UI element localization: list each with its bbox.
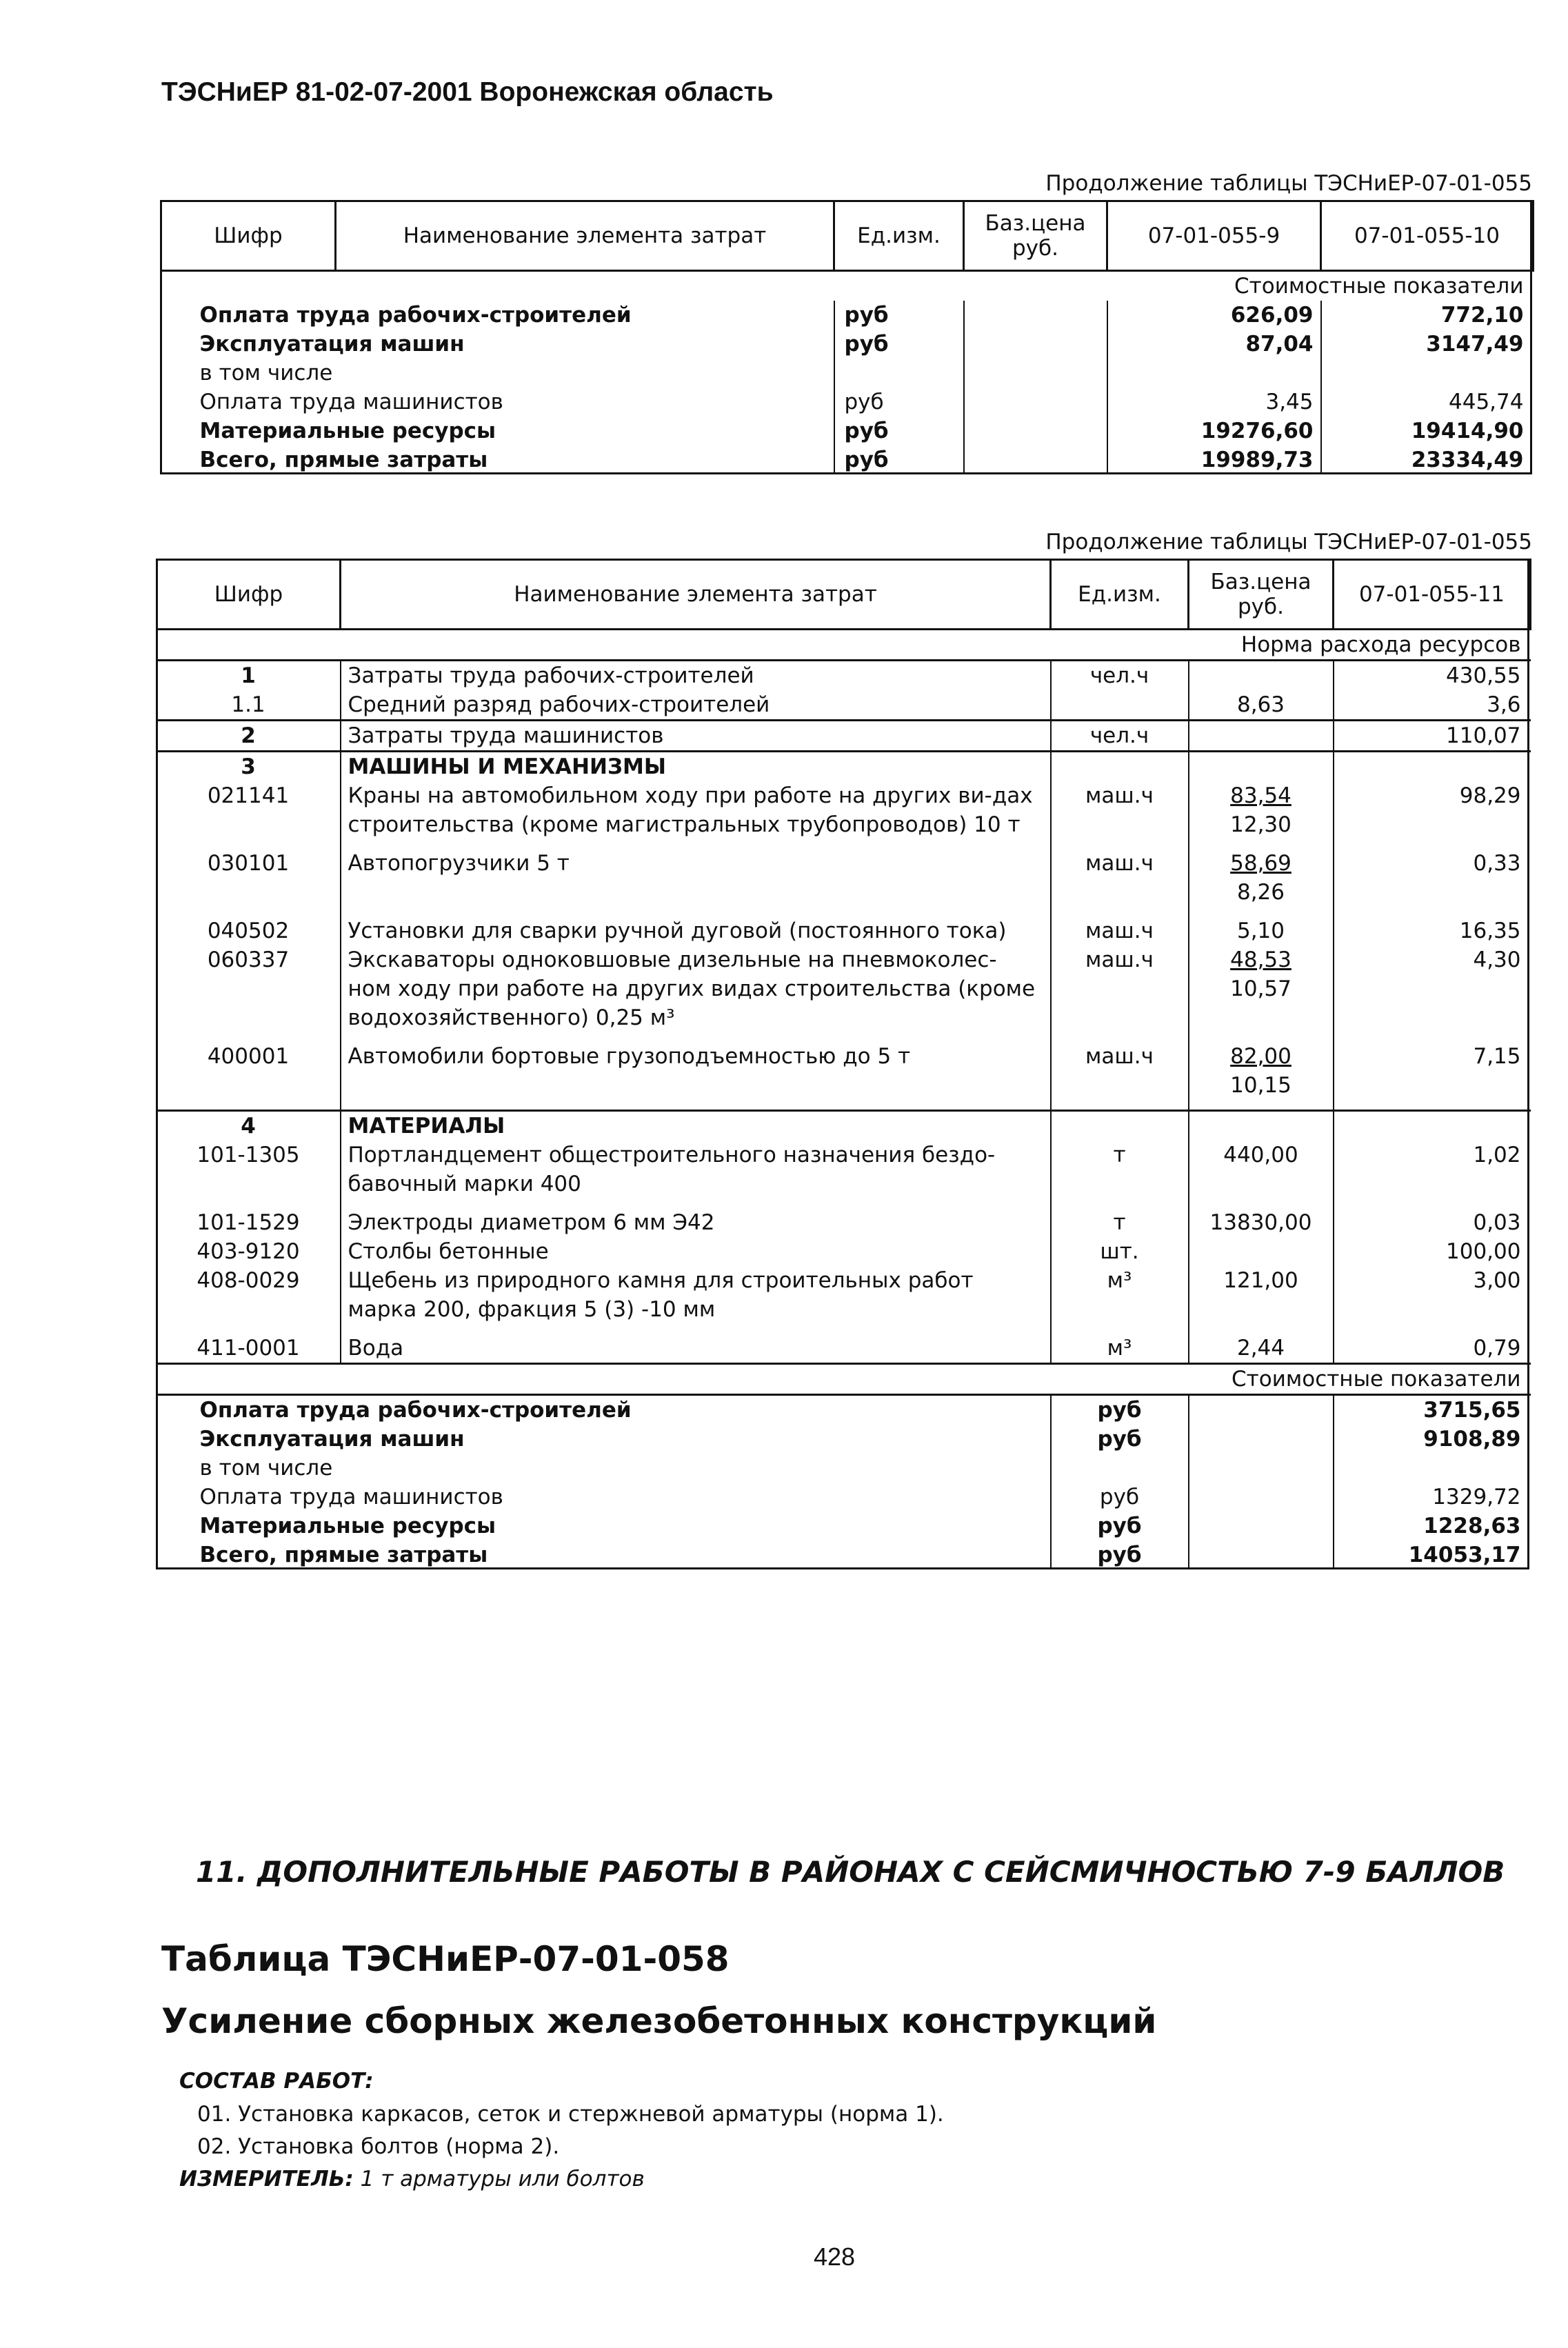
resource-code: 1	[157, 661, 341, 691]
resource-unit	[1051, 752, 1189, 782]
spacer-cell	[341, 1100, 1051, 1111]
page-header: ТЭСНиЕР 81-02-07-2001 Воронежская область	[161, 77, 774, 107]
price-value: 8,63	[1236, 692, 1285, 717]
resource-code: 101-1529	[197, 1210, 300, 1235]
price-machinist: 8,26	[1236, 880, 1285, 905]
work-item-1: 01. Установка каркасов, сеток и стержневой арматуры (норма 1).	[197, 2102, 944, 2127]
cost-name: Всего, прямые затраты	[199, 448, 488, 472]
resource-row	[157, 661, 1531, 691]
section-label: Стоимостные показатели	[1107, 271, 1534, 301]
resource-name: Автомобили бортовые грузоподъемностью до 5 т	[341, 1042, 1051, 1100]
price-cell	[1189, 1512, 1334, 1541]
col-header: Ед.изм.	[834, 201, 964, 271]
cost-value: 14053,17	[1334, 1541, 1531, 1569]
price-cell	[1189, 1334, 1334, 1364]
spacer-cell	[1334, 1032, 1531, 1042]
spacer-cell	[157, 839, 341, 849]
cost-value: 9108,89	[1334, 1425, 1531, 1454]
price-value: 82,00	[1230, 1044, 1291, 1069]
resource-norm: 3,6	[1334, 690, 1531, 721]
price-cell	[1189, 1237, 1334, 1266]
price-machinist: 10,57	[1230, 976, 1291, 1001]
row-spacer	[157, 907, 1531, 916]
spacer-cell	[157, 1032, 341, 1042]
price-cell	[1189, 1208, 1334, 1237]
price-cell	[1189, 661, 1334, 691]
price-value: 58,69	[1230, 851, 1291, 876]
resource-name: Средний разряд рабочих-строителей	[341, 690, 1051, 721]
resource-code: 400001	[207, 1044, 290, 1069]
table2-header-row	[157, 560, 1531, 630]
blank-cell	[157, 1364, 1189, 1395]
price-cell	[1189, 916, 1334, 945]
price-cell	[1189, 721, 1334, 752]
col-header: Ед.изм.	[1051, 560, 1189, 630]
cost-value: 3,45	[1107, 388, 1321, 417]
row-spacer	[157, 1324, 1531, 1334]
resource-code: 060337	[207, 947, 290, 972]
resource-code: 411-0001	[197, 1336, 300, 1361]
meter-value: 1 т арматуры или болтов	[360, 2167, 645, 2191]
resource-unit: т	[1051, 1208, 1189, 1237]
spacer-cell	[1189, 1100, 1334, 1111]
resource-name: Затраты труда машинистов	[341, 721, 1051, 752]
cost-unit: руб	[1051, 1541, 1189, 1569]
cost-row	[157, 1395, 1531, 1425]
resource-unit	[1051, 690, 1189, 721]
cost-unit: руб	[1051, 1512, 1189, 1541]
cost-name: Оплата труда машинистов	[199, 390, 503, 414]
cost-row	[161, 388, 1534, 417]
resource-name: Портландцемент общестроительного назначения бездо-бавочный марки 400	[341, 1141, 1051, 1198]
spacer-cell	[1334, 1100, 1531, 1111]
price-value: 83,54	[1230, 783, 1291, 808]
resource-norm: 0,33	[1334, 849, 1531, 907]
cost-value: 445,74	[1321, 388, 1534, 417]
resource-code: 021141	[207, 783, 290, 808]
resource-row	[157, 849, 1531, 907]
resource-row	[157, 781, 1531, 839]
spacer-cell	[1051, 1198, 1189, 1208]
meter-label: ИЗМЕРИТЕЛЬ:	[179, 2167, 354, 2191]
price-cell	[964, 359, 1107, 388]
resource-unit: чел.ч	[1051, 721, 1189, 752]
price-cell	[964, 301, 1107, 330]
table2-caption: Продолжение таблицы ТЭСНиЕР-07-01-055	[1045, 530, 1532, 554]
cost-name: Эксплуатация машин	[199, 332, 465, 357]
norm-label: Норма расхода ресурсов	[1189, 630, 1531, 661]
price-value: 121,00	[1223, 1268, 1298, 1293]
cost-unit: руб	[834, 417, 964, 445]
col-header: Наименование элемента затрат	[336, 201, 834, 271]
cost-value	[1321, 359, 1534, 388]
cost-value: 626,09	[1107, 301, 1321, 330]
price-cell	[1189, 849, 1334, 907]
resource-code: 3	[157, 752, 341, 782]
cost-unit: руб	[834, 330, 964, 359]
resource-code: 403-9120	[197, 1239, 300, 1264]
resource-row	[157, 1266, 1531, 1324]
spacer-cell	[1189, 907, 1334, 916]
resource-unit	[1051, 1111, 1189, 1141]
resource-unit: м³	[1051, 1334, 1189, 1364]
price-value: 5,10	[1236, 919, 1285, 943]
cost-name: Материальные ресурсы	[199, 1514, 496, 1538]
spacer-cell	[157, 1324, 341, 1334]
resource-name: Экскаваторы одноковшовые дизельные на пневмоколес-ном ходу при работе на других видах строительства (кроме водохозяйственного) 0,25 м³	[341, 945, 1051, 1032]
price-cell	[1189, 1042, 1334, 1100]
cost-value: 1228,63	[1334, 1512, 1531, 1541]
cost-row	[157, 1425, 1531, 1454]
resource-row	[157, 721, 1531, 752]
spacer-cell	[1051, 1032, 1189, 1042]
spacer-cell	[1334, 907, 1531, 916]
table-subtitle: Усиление сборных железобетонных конструкций	[161, 2001, 1157, 2041]
resource-name: МАШИНЫ И МЕХАНИЗМЫ	[341, 752, 1051, 782]
resource-name: Столбы бетонные	[341, 1237, 1051, 1266]
resource-unit: т	[1051, 1141, 1189, 1198]
cost-value: 87,04	[1107, 330, 1321, 359]
cost-value: 772,10	[1321, 301, 1534, 330]
work-item-2: 02. Установка болтов (норма 2).	[197, 2134, 560, 2159]
spacer-cell	[1334, 1324, 1531, 1334]
price-cell	[1189, 752, 1334, 782]
spacer-cell	[157, 1198, 341, 1208]
cost-unit: руб	[834, 301, 964, 330]
cost-value: 19276,60	[1107, 417, 1321, 445]
cost-row	[161, 417, 1534, 445]
price-cell	[1189, 1395, 1334, 1425]
table1-section-row	[161, 271, 1534, 301]
spacer-cell	[1334, 1198, 1531, 1208]
price-cell	[1189, 1266, 1334, 1324]
cost-value	[1107, 359, 1321, 388]
cost-row	[157, 1541, 1531, 1569]
cost-value: 23334,49	[1321, 445, 1534, 474]
resource-code: 030101	[207, 851, 290, 876]
cost-row	[161, 330, 1534, 359]
resource-row	[157, 1042, 1531, 1100]
cost-name: в том числе	[199, 361, 333, 385]
spacer-cell	[1189, 1032, 1334, 1042]
resource-norm	[1334, 1111, 1531, 1141]
resource-row	[157, 1111, 1531, 1141]
spacer-cell	[341, 839, 1051, 849]
spacer-cell	[1189, 1324, 1334, 1334]
resource-norm: 3,00	[1334, 1266, 1531, 1324]
spacer-cell	[341, 907, 1051, 916]
resource-unit: шт.	[1051, 1237, 1189, 1266]
spacer-cell	[1189, 839, 1334, 849]
resource-code: 4	[157, 1111, 341, 1141]
cost-unit: руб	[834, 445, 964, 474]
price-cell	[1189, 1541, 1334, 1569]
cost-name: Всего, прямые затраты	[199, 1543, 488, 1567]
cost-unit: руб	[1051, 1483, 1189, 1512]
resource-name: Краны на автомобильном ходу при работе на других ви-дах строительства (кроме магистральных трубопроводов) 10 т	[341, 781, 1051, 839]
resource-row	[157, 1334, 1531, 1364]
table1	[160, 200, 1534, 474]
resource-row	[157, 1208, 1531, 1237]
cost-unit: руб	[1051, 1425, 1189, 1454]
resource-row	[157, 690, 1531, 721]
price-cell	[964, 330, 1107, 359]
resource-unit: маш.ч	[1051, 945, 1189, 1032]
spacer-cell	[1051, 839, 1189, 849]
price-value: 13830,00	[1209, 1210, 1312, 1235]
cost-value	[1334, 1454, 1531, 1483]
cost-row	[157, 1512, 1531, 1541]
table1-caption: Продолжение таблицы ТЭСНиЕР-07-01-055	[1045, 171, 1532, 196]
table2-norm-row	[157, 630, 1531, 661]
resource-name: Автопогрузчики 5 т	[341, 849, 1051, 907]
cost-value: 3147,49	[1321, 330, 1534, 359]
cost-value: 19414,90	[1321, 417, 1534, 445]
resource-unit: маш.ч	[1051, 849, 1189, 907]
price-cell	[1189, 690, 1334, 721]
cost-unit	[834, 359, 964, 388]
page-number: 428	[814, 2242, 856, 2271]
price-cell	[964, 445, 1107, 474]
spacer-cell	[341, 1198, 1051, 1208]
price-cell	[1189, 1454, 1334, 1483]
resource-code: 101-1305	[197, 1143, 300, 1167]
resource-unit: чел.ч	[1051, 661, 1189, 691]
resource-name: Затраты труда рабочих-строителей	[341, 661, 1051, 691]
col-header: Шифр	[157, 560, 341, 630]
cost-row	[157, 1454, 1531, 1483]
spacer-cell	[341, 1324, 1051, 1334]
cost-name: Оплата труда машинистов	[199, 1485, 503, 1509]
table2-cost-label-row	[157, 1364, 1531, 1395]
resource-row	[157, 1237, 1531, 1266]
resource-unit: маш.ч	[1051, 916, 1189, 945]
spacer-cell	[341, 1032, 1051, 1042]
price-cell	[964, 417, 1107, 445]
resource-code: 1.1	[231, 692, 265, 717]
resource-name: Щебень из природного камня для строительных работ марка 200, фракция 5 (3) -10 мм	[341, 1266, 1051, 1324]
row-spacer	[157, 1100, 1531, 1111]
cost-row	[157, 1483, 1531, 1512]
spacer-cell	[157, 1100, 341, 1111]
resource-norm: 100,00	[1334, 1237, 1531, 1266]
resource-row	[157, 916, 1531, 945]
price-cell	[1189, 781, 1334, 839]
section-title: 11. ДОПОЛНИТЕЛЬНЫЕ РАБОТЫ В РАЙОНАХ С СЕЙСМИЧНОСТЬЮ 7-9 БАЛЛОВ	[196, 1855, 1505, 1889]
price-cell	[1189, 945, 1334, 1032]
cost-unit: руб	[834, 388, 964, 417]
resource-norm	[1334, 752, 1531, 782]
col-header: 07-01-055-10	[1321, 201, 1534, 271]
works-label: СОСТАВ РАБОТ:	[179, 2069, 374, 2094]
col-header: Баз.цена руб.	[1189, 560, 1334, 630]
resource-code: 408-0029	[197, 1268, 300, 1293]
resource-name: Электроды диаметром 6 мм Э42	[341, 1208, 1051, 1237]
resource-norm: 0,79	[1334, 1334, 1531, 1364]
resource-unit: м³	[1051, 1266, 1189, 1324]
cost-value: 19989,73	[1107, 445, 1321, 474]
spacer-cell	[1051, 907, 1189, 916]
resource-norm: 98,29	[1334, 781, 1531, 839]
resource-norm: 4,30	[1334, 945, 1531, 1032]
resource-code: 2	[157, 721, 341, 752]
price-cell	[1189, 1111, 1334, 1141]
spacer-cell	[157, 907, 341, 916]
col-header: 07-01-055-9	[1107, 201, 1321, 271]
cost-name: Оплата труда рабочих-строителей	[199, 303, 632, 328]
resource-name: Вода	[341, 1334, 1051, 1364]
resource-norm: 110,07	[1334, 721, 1531, 752]
cost-row	[161, 301, 1534, 330]
price-machinist: 12,30	[1230, 812, 1291, 837]
price-value: 2,44	[1236, 1336, 1285, 1361]
cost-name: Оплата труда рабочих-строителей	[157, 1395, 1051, 1425]
cost-unit: руб	[1051, 1395, 1189, 1425]
price-value: 48,53	[1230, 947, 1291, 972]
resource-row	[157, 752, 1531, 782]
spacer-cell	[1051, 1100, 1189, 1111]
cost-row	[161, 359, 1534, 388]
meter-line	[179, 2167, 645, 2191]
resource-norm: 430,55	[1334, 661, 1531, 691]
resource-name: Установки для сварки ручной дуговой (постоянного тока)	[341, 916, 1051, 945]
cost-label: Стоимостные показатели	[1189, 1364, 1531, 1395]
price-machinist: 10,15	[1230, 1073, 1291, 1098]
spacer-cell	[1051, 1324, 1189, 1334]
cost-name: Эксплуатация машин	[199, 1427, 465, 1452]
spacer-cell	[1334, 839, 1531, 849]
row-spacer	[157, 839, 1531, 849]
resource-unit: маш.ч	[1051, 1042, 1189, 1100]
price-cell	[1189, 1425, 1334, 1454]
cost-row	[161, 445, 1534, 474]
resource-row	[157, 945, 1531, 1032]
col-header: Шифр	[161, 201, 336, 271]
price-value: 440,00	[1223, 1143, 1298, 1167]
resource-code: 040502	[207, 919, 290, 943]
table-title: Таблица ТЭСНиЕР-07-01-058	[161, 1939, 730, 1979]
resource-norm: 7,15	[1334, 1042, 1531, 1100]
table1-header-row	[161, 201, 1534, 271]
price-cell	[1189, 1141, 1334, 1198]
cost-unit	[1051, 1454, 1189, 1483]
price-cell	[964, 388, 1107, 417]
col-header: 07-01-055-11	[1334, 560, 1531, 630]
col-header: Наименование элемента затрат	[341, 560, 1051, 630]
cost-name: в том числе	[199, 1456, 333, 1481]
resource-norm: 16,35	[1334, 916, 1531, 945]
row-spacer	[157, 1032, 1531, 1042]
resource-unit: маш.ч	[1051, 781, 1189, 839]
col-header: Баз.цена руб.	[964, 201, 1107, 271]
resource-norm: 1,02	[1334, 1141, 1531, 1198]
spacer-cell	[1189, 1198, 1334, 1208]
cost-name: Материальные ресурсы	[199, 419, 496, 443]
resource-name: МАТЕРИАЛЫ	[341, 1111, 1051, 1141]
price-cell	[1189, 1483, 1334, 1512]
resource-row	[157, 1141, 1531, 1198]
resource-norm: 0,03	[1334, 1208, 1531, 1237]
cost-value: 1329,72	[1334, 1483, 1531, 1512]
cost-value: 3715,65	[1334, 1395, 1531, 1425]
table2	[156, 559, 1531, 1569]
row-spacer	[157, 1198, 1531, 1208]
